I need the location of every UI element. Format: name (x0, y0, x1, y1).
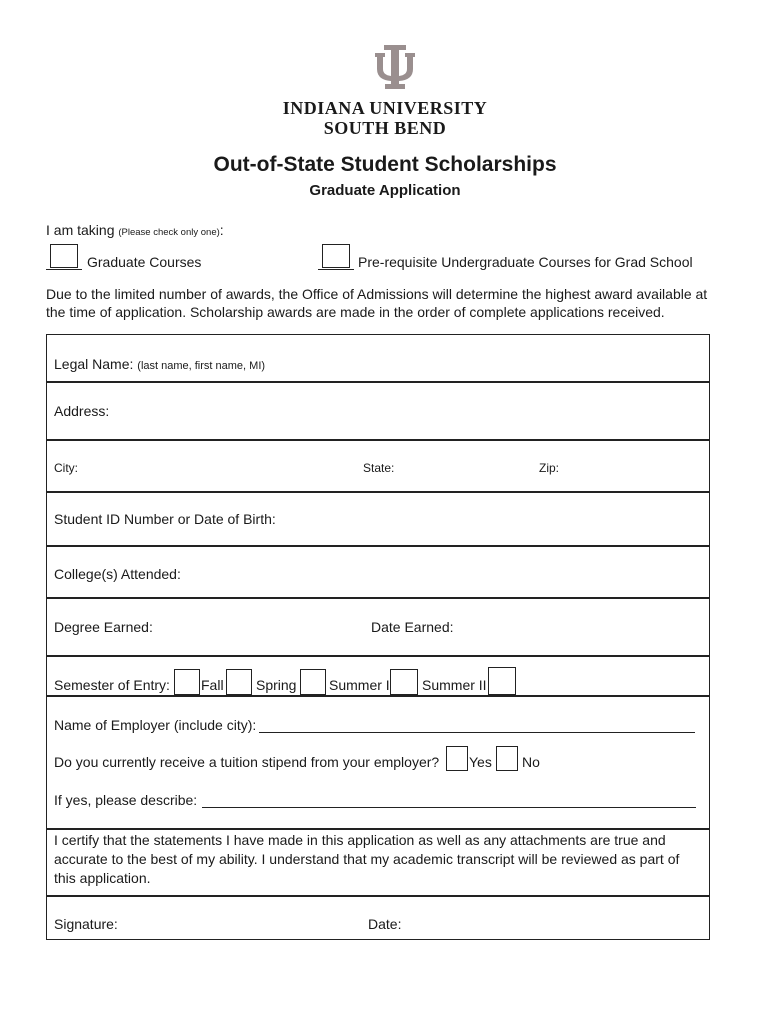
stipend-question: Do you currently receive a tuition stipend from your employer? (54, 754, 440, 770)
date-earned-label[interactable]: Date Earned: (371, 619, 454, 635)
certification-statement: I certify that the statements I have made in this application as well as any attachments are true and accurate to the best of my ability. I understand that my academic transcript will be reviewed as part of this application. (54, 832, 680, 886)
signature-date-label[interactable]: Date: (368, 916, 402, 932)
signature-label[interactable]: Signature: (54, 916, 118, 932)
semester-fall-label: Fall (201, 677, 224, 693)
stipend-no-checkbox[interactable] (496, 746, 518, 771)
student-id-label[interactable]: Student ID Number or Date of Birth: (54, 511, 276, 527)
graduate-courses-checkbox[interactable] (50, 244, 78, 268)
divider (47, 381, 709, 383)
stipend-no-label: No (522, 754, 540, 770)
enrollment-prompt-hint: (Please check only one) (118, 227, 220, 238)
divider (47, 828, 709, 830)
legal-name-field[interactable] (54, 356, 265, 372)
state-label[interactable]: State: (363, 461, 395, 475)
employer-label: Name of Employer (include city): (54, 717, 257, 733)
semester-extra-checkbox[interactable] (488, 667, 516, 695)
semester-summer-i-label: Summer I (329, 677, 390, 693)
stipend-yes-label: Yes (469, 754, 492, 770)
semester-label: Semester of Entry: (54, 677, 170, 693)
colleges-label[interactable]: College(s) Attended: (54, 566, 181, 582)
describe-label: If yes, please describe: (54, 792, 198, 808)
divider (47, 597, 709, 599)
enrollment-prompt-label: I am taking (46, 222, 115, 238)
describe-input[interactable] (202, 807, 696, 808)
zip-label[interactable]: Zip: (539, 461, 560, 475)
checkbox-underline (46, 269, 82, 270)
degree-label[interactable]: Degree Earned: (54, 619, 153, 635)
semester-summer-ii-checkbox[interactable] (390, 669, 418, 695)
divider (47, 895, 709, 897)
semester-spring-checkbox[interactable] (226, 669, 252, 695)
checkbox-underline (318, 269, 354, 270)
application-form (46, 334, 710, 940)
page-subtitle: Graduate Application (309, 182, 461, 199)
page-title: Out-of-State Student Scholarships (213, 153, 557, 176)
divider (47, 545, 709, 547)
address-label[interactable]: Address: (54, 403, 110, 419)
divider (47, 439, 709, 441)
notice-paragraph: Due to the limited number of awards, the Office of Admissions will determine the highest award available at the time of application. Scholarship awards are made in the order of complete applications received. (46, 286, 708, 320)
semester-fall-checkbox[interactable] (174, 669, 200, 695)
graduate-courses-label: Graduate Courses (87, 254, 202, 270)
semester-spring-label: Spring (256, 677, 297, 693)
divider (47, 491, 709, 493)
legal-name-label: Legal Name: (54, 356, 134, 372)
campus-name: SOUTH BEND (323, 118, 447, 138)
iu-trident-logo (372, 45, 418, 89)
divider (47, 655, 709, 657)
legal-name-hint: (last name, first name, MI) (137, 360, 266, 372)
employer-input[interactable] (259, 732, 695, 733)
divider (47, 695, 709, 697)
semester-summer-ii-label: Summer II (422, 677, 487, 693)
stipend-yes-checkbox[interactable] (446, 746, 468, 771)
enrollment-prompt-colon: : (219, 222, 224, 238)
semester-summer-i-checkbox[interactable] (300, 669, 326, 695)
enrollment-prompt (46, 222, 224, 238)
prerequisite-courses-checkbox[interactable] (322, 244, 350, 268)
prerequisite-courses-label: Pre-requisite Undergraduate Courses for Grad School (358, 254, 693, 270)
university-name: INDIANA UNIVERSITY (282, 98, 488, 118)
city-label[interactable]: City: (54, 461, 78, 475)
